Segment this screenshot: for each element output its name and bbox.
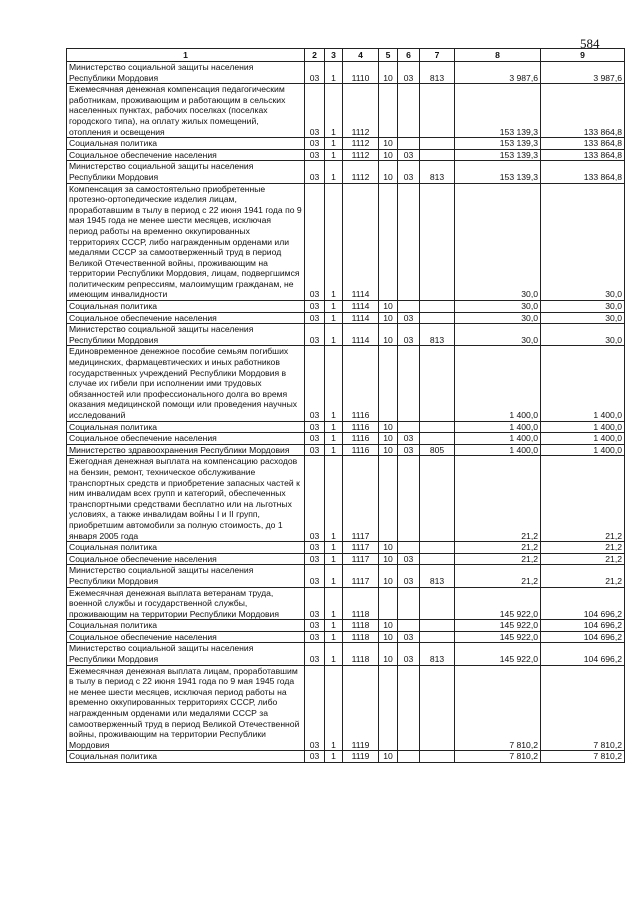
division-cell xyxy=(379,183,398,301)
ministry-code-cell xyxy=(420,620,455,632)
table-row xyxy=(67,553,625,565)
amount-col8-cell: 145 922,0 xyxy=(455,620,541,632)
subdivision-cell xyxy=(398,421,420,433)
subsection-cell: 1 xyxy=(325,665,343,751)
table-row xyxy=(67,587,625,620)
subdivision-cell xyxy=(398,620,420,632)
ministry-code-cell xyxy=(420,631,455,643)
subdivision-cell xyxy=(398,751,420,763)
subsection-cell: 1 xyxy=(325,84,343,138)
table-row xyxy=(67,665,625,751)
table-row xyxy=(67,149,625,161)
table-row xyxy=(67,456,625,542)
ministry-code-cell xyxy=(420,751,455,763)
table-row xyxy=(67,301,625,313)
ministry-code-cell xyxy=(420,421,455,433)
subsection-cell: 1 xyxy=(325,631,343,643)
ministry-code-cell xyxy=(420,138,455,150)
division-cell: 10 xyxy=(379,433,398,445)
amount-col8-cell: 153 139,3 xyxy=(455,138,541,150)
target-article-cell: 1118 xyxy=(343,587,379,620)
division-cell: 10 xyxy=(379,565,398,587)
target-article-cell: 1110 xyxy=(343,62,379,84)
section-cell: 03 xyxy=(305,433,325,445)
row-name-cell: Социальная политика xyxy=(67,542,305,554)
subdivision-cell: 03 xyxy=(398,312,420,324)
amount-col9-cell: 30,0 xyxy=(541,301,625,313)
subsection-cell: 1 xyxy=(325,433,343,445)
row-name-cell: Социальная политика xyxy=(67,138,305,150)
row-name-cell: Министерство социальной защиты населения Республики Мордовия xyxy=(67,62,305,84)
column-header-2: 2 xyxy=(305,49,325,62)
table-body xyxy=(67,62,625,763)
row-name-cell: Социальная политика xyxy=(67,751,305,763)
subdivision-cell: 03 xyxy=(398,324,420,346)
subdivision-cell: 03 xyxy=(398,433,420,445)
ministry-code-cell xyxy=(420,456,455,542)
subdivision-cell: 03 xyxy=(398,161,420,183)
subdivision-cell xyxy=(398,665,420,751)
row-name-cell: Социальное обеспечение населения xyxy=(67,553,305,565)
ministry-code-cell xyxy=(420,542,455,554)
amount-col9-cell: 1 400,0 xyxy=(541,433,625,445)
division-cell: 10 xyxy=(379,553,398,565)
amount-col9-cell: 30,0 xyxy=(541,324,625,346)
table-row xyxy=(67,138,625,150)
section-cell: 03 xyxy=(305,312,325,324)
target-article-cell: 1118 xyxy=(343,643,379,665)
row-name-cell: Социальное обеспечение населения xyxy=(67,149,305,161)
section-cell: 03 xyxy=(305,421,325,433)
row-name-cell: Министерство социальной защиты населения Республики Мордовия xyxy=(67,643,305,665)
amount-col8-cell: 1 400,0 xyxy=(455,421,541,433)
table-row xyxy=(67,62,625,84)
division-cell xyxy=(379,84,398,138)
row-name-cell: Министерство социальной защиты населения Республики Мордовия xyxy=(67,565,305,587)
target-article-cell: 1118 xyxy=(343,631,379,643)
subdivision-cell: 03 xyxy=(398,149,420,161)
target-article-cell: 1114 xyxy=(343,183,379,301)
row-name-cell: Социальная политика xyxy=(67,620,305,632)
amount-col9-cell: 7 810,2 xyxy=(541,751,625,763)
ministry-code-cell: 813 xyxy=(420,161,455,183)
division-cell: 10 xyxy=(379,62,398,84)
ministry-code-cell xyxy=(420,149,455,161)
row-name-cell: Социальная политика xyxy=(67,301,305,313)
section-cell: 03 xyxy=(305,542,325,554)
row-name-cell: Ежемесячная денежная компенсация педагогическим работникам, проживающим и работающим в сельских населенных пунктах, рабочих поселках (поселках городского типа), на оплату жилых помещений, отопления и освещения xyxy=(67,84,305,138)
target-article-cell: 1114 xyxy=(343,312,379,324)
section-cell: 03 xyxy=(305,631,325,643)
amount-col9-cell: 21,2 xyxy=(541,542,625,554)
amount-col8-cell: 145 922,0 xyxy=(455,643,541,665)
target-article-cell: 1112 xyxy=(343,161,379,183)
division-cell: 10 xyxy=(379,751,398,763)
section-cell: 03 xyxy=(305,346,325,421)
subsection-cell: 1 xyxy=(325,183,343,301)
amount-col8-cell: 3 987,6 xyxy=(455,62,541,84)
section-cell: 03 xyxy=(305,161,325,183)
division-cell xyxy=(379,456,398,542)
column-header-5: 5 xyxy=(379,49,398,62)
table-header-row xyxy=(67,49,625,62)
amount-col8-cell: 145 922,0 xyxy=(455,587,541,620)
row-name-cell: Социальное обеспечение населения xyxy=(67,631,305,643)
row-name-cell: Министерство здравоохранения Республики Мордовия xyxy=(67,444,305,456)
table-row xyxy=(67,565,625,587)
section-cell: 03 xyxy=(305,565,325,587)
table-row xyxy=(67,183,625,301)
subdivision-cell xyxy=(398,542,420,554)
division-cell: 10 xyxy=(379,149,398,161)
target-article-cell: 1118 xyxy=(343,620,379,632)
amount-col8-cell: 153 139,3 xyxy=(455,84,541,138)
subdivision-cell xyxy=(398,301,420,313)
column-header-6: 6 xyxy=(398,49,420,62)
row-name-cell: Министерство социальной защиты населения Республики Мордовия xyxy=(67,161,305,183)
subdivision-cell: 03 xyxy=(398,553,420,565)
amount-col8-cell: 1 400,0 xyxy=(455,346,541,421)
subsection-cell: 1 xyxy=(325,565,343,587)
section-cell: 03 xyxy=(305,149,325,161)
subsection-cell: 1 xyxy=(325,587,343,620)
amount-col9-cell: 1 400,0 xyxy=(541,346,625,421)
amount-col9-cell: 133 864,8 xyxy=(541,138,625,150)
column-header-8: 8 xyxy=(455,49,541,62)
row-name-cell: Ежегодная денежная выплата на компенсацию расходов на бензин, ремонт, техническое обслуживание транспортных средств и приобретение запасных частей к ним инвалидам всех групп и категорий, обеспеченных транспортными средствами бесплатно или на льготных условиях, а также инвалидам войны I и II групп, приобретшим автомобили за полную стоимость, до 1 января 2005 года xyxy=(67,456,305,542)
amount-col9-cell: 104 696,2 xyxy=(541,587,625,620)
column-header-3: 3 xyxy=(325,49,343,62)
section-cell: 03 xyxy=(305,444,325,456)
target-article-cell: 1116 xyxy=(343,346,379,421)
division-cell: 10 xyxy=(379,444,398,456)
amount-col8-cell: 1 400,0 xyxy=(455,433,541,445)
section-cell: 03 xyxy=(305,62,325,84)
amount-col8-cell: 30,0 xyxy=(455,312,541,324)
row-name-cell: Социальное обеспечение населения xyxy=(67,433,305,445)
subdivision-cell xyxy=(398,183,420,301)
section-cell: 03 xyxy=(305,751,325,763)
column-header-4: 4 xyxy=(343,49,379,62)
section-cell: 03 xyxy=(305,84,325,138)
table-row xyxy=(67,433,625,445)
section-cell: 03 xyxy=(305,183,325,301)
division-cell xyxy=(379,587,398,620)
division-cell: 10 xyxy=(379,421,398,433)
subsection-cell: 1 xyxy=(325,542,343,554)
ministry-code-cell xyxy=(420,346,455,421)
target-article-cell: 1117 xyxy=(343,553,379,565)
ministry-code-cell xyxy=(420,553,455,565)
subdivision-cell xyxy=(398,138,420,150)
section-cell: 03 xyxy=(305,665,325,751)
division-cell: 10 xyxy=(379,643,398,665)
subdivision-cell xyxy=(398,456,420,542)
section-cell: 03 xyxy=(305,620,325,632)
ministry-code-cell: 813 xyxy=(420,565,455,587)
amount-col8-cell: 1 400,0 xyxy=(455,444,541,456)
amount-col8-cell: 21,2 xyxy=(455,565,541,587)
subdivision-cell: 03 xyxy=(398,62,420,84)
subsection-cell: 1 xyxy=(325,421,343,433)
table-row xyxy=(67,346,625,421)
row-name-cell: Компенсация за самостоятельно приобретенные протезно-ортопедические изделия лицам, проработавшим в тылу в период с 22 июня 1941 года по 9 мая 1945 года не менее шести месяцев, исключая период работы на временно оккупированных территориях СССР, либо награжденным орденами или медалями СССР за самоотверженный труд в период Великой Отечественной войны, проживающим на территории Республики Мордовия, лицам, подвергшимся политическим репрессиям, малоимущим гражданам, не имеющим инвалидности xyxy=(67,183,305,301)
amount-col9-cell: 133 864,8 xyxy=(541,84,625,138)
ministry-code-cell xyxy=(420,183,455,301)
amount-col8-cell: 145 922,0 xyxy=(455,631,541,643)
amount-col8-cell: 30,0 xyxy=(455,183,541,301)
section-cell: 03 xyxy=(305,643,325,665)
target-article-cell: 1117 xyxy=(343,456,379,542)
division-cell xyxy=(379,665,398,751)
table-row xyxy=(67,84,625,138)
amount-col9-cell: 7 810,2 xyxy=(541,665,625,751)
amount-col9-cell: 30,0 xyxy=(541,183,625,301)
subsection-cell: 1 xyxy=(325,324,343,346)
target-article-cell: 1116 xyxy=(343,421,379,433)
subsection-cell: 1 xyxy=(325,444,343,456)
amount-col8-cell: 153 139,3 xyxy=(455,161,541,183)
subsection-cell: 1 xyxy=(325,553,343,565)
row-name-cell: Единовременное денежное пособие семьям погибших медицинских, фармацевтических и иных работников государственных учреждений Республики Мордовия в случае их гибели при исполнении ими трудовых обязанностей или профессионального долга во время оказания медицинской помощи или проведения научных исследований xyxy=(67,346,305,421)
target-article-cell: 1117 xyxy=(343,542,379,554)
amount-col9-cell: 104 696,2 xyxy=(541,631,625,643)
page-number: 584 xyxy=(580,36,600,51)
ministry-code-cell: 813 xyxy=(420,62,455,84)
division-cell: 10 xyxy=(379,312,398,324)
target-article-cell: 1112 xyxy=(343,138,379,150)
division-cell: 10 xyxy=(379,161,398,183)
table-row xyxy=(67,421,625,433)
section-cell: 03 xyxy=(305,553,325,565)
row-name-cell: Ежемесячная денежная выплата ветеранам труда, военной службы и государственной службы, проживающим на территории Республики Мордовия xyxy=(67,587,305,620)
table-row xyxy=(67,324,625,346)
table-row xyxy=(67,542,625,554)
ministry-code-cell xyxy=(420,84,455,138)
ministry-code-cell: 805 xyxy=(420,444,455,456)
target-article-cell: 1112 xyxy=(343,84,379,138)
target-article-cell: 1119 xyxy=(343,665,379,751)
amount-col9-cell: 104 696,2 xyxy=(541,643,625,665)
column-header-9: 9 xyxy=(541,49,625,62)
table-row xyxy=(67,751,625,763)
ministry-code-cell xyxy=(420,301,455,313)
amount-col8-cell: 153 139,3 xyxy=(455,149,541,161)
column-header-1: 1 xyxy=(67,49,305,62)
ministry-code-cell xyxy=(420,665,455,751)
amount-col8-cell: 21,2 xyxy=(455,456,541,542)
table-row xyxy=(67,312,625,324)
row-name-cell: Социальное обеспечение населения xyxy=(67,312,305,324)
ministry-code-cell xyxy=(420,587,455,620)
amount-col9-cell: 3 987,6 xyxy=(541,62,625,84)
subdivision-cell: 03 xyxy=(398,565,420,587)
division-cell: 10 xyxy=(379,631,398,643)
table-row xyxy=(67,620,625,632)
amount-col8-cell: 30,0 xyxy=(455,301,541,313)
table-row xyxy=(67,444,625,456)
amount-col9-cell: 30,0 xyxy=(541,312,625,324)
ministry-code-cell xyxy=(420,312,455,324)
subsection-cell: 1 xyxy=(325,346,343,421)
subdivision-cell xyxy=(398,346,420,421)
amount-col8-cell: 21,2 xyxy=(455,553,541,565)
amount-col9-cell: 1 400,0 xyxy=(541,444,625,456)
subdivision-cell: 03 xyxy=(398,444,420,456)
subdivision-cell: 03 xyxy=(398,631,420,643)
ministry-code-cell: 813 xyxy=(420,324,455,346)
row-name-cell: Ежемесячная денежная выплата лицам, проработавшим в тылу в период с 22 июня 1941 года по 9 мая 1945 года не менее шести месяцев, исключая период работы на временно оккупированных территориях СССР, либо награжденным орденами или медалями СССР за самоотверженный труд в период Великой Отечественной войны, проживающим на территории Республики Мордовия xyxy=(67,665,305,751)
target-article-cell: 1117 xyxy=(343,565,379,587)
section-cell: 03 xyxy=(305,324,325,346)
subsection-cell: 1 xyxy=(325,149,343,161)
amount-col9-cell: 104 696,2 xyxy=(541,620,625,632)
amount-col9-cell: 133 864,8 xyxy=(541,149,625,161)
amount-col9-cell: 133 864,8 xyxy=(541,161,625,183)
row-name-cell: Министерство социальной защиты населения Республики Мордовия xyxy=(67,324,305,346)
subsection-cell: 1 xyxy=(325,138,343,150)
division-cell: 10 xyxy=(379,324,398,346)
section-cell: 03 xyxy=(305,301,325,313)
subsection-cell: 1 xyxy=(325,456,343,542)
subsection-cell: 1 xyxy=(325,751,343,763)
amount-col9-cell: 21,2 xyxy=(541,456,625,542)
division-cell: 10 xyxy=(379,138,398,150)
budget-table xyxy=(66,48,625,763)
subsection-cell: 1 xyxy=(325,643,343,665)
target-article-cell: 1114 xyxy=(343,324,379,346)
ministry-code-cell xyxy=(420,433,455,445)
amount-col8-cell: 7 810,2 xyxy=(455,665,541,751)
subsection-cell: 1 xyxy=(325,161,343,183)
section-cell: 03 xyxy=(305,456,325,542)
division-cell: 10 xyxy=(379,301,398,313)
row-name-cell: Социальная политика xyxy=(67,421,305,433)
subsection-cell: 1 xyxy=(325,301,343,313)
table-row xyxy=(67,643,625,665)
table-row xyxy=(67,161,625,183)
target-article-cell: 1119 xyxy=(343,751,379,763)
target-article-cell: 1116 xyxy=(343,433,379,445)
target-article-cell: 1114 xyxy=(343,301,379,313)
amount-col9-cell: 21,2 xyxy=(541,553,625,565)
amount-col8-cell: 21,2 xyxy=(455,542,541,554)
target-article-cell: 1116 xyxy=(343,444,379,456)
section-cell: 03 xyxy=(305,138,325,150)
amount-col9-cell: 1 400,0 xyxy=(541,421,625,433)
table-row xyxy=(67,631,625,643)
subsection-cell: 1 xyxy=(325,62,343,84)
subsection-cell: 1 xyxy=(325,312,343,324)
amount-col8-cell: 7 810,2 xyxy=(455,751,541,763)
amount-col9-cell: 21,2 xyxy=(541,565,625,587)
target-article-cell: 1112 xyxy=(343,149,379,161)
amount-col8-cell: 30,0 xyxy=(455,324,541,346)
column-header-7: 7 xyxy=(420,49,455,62)
subdivision-cell xyxy=(398,587,420,620)
division-cell: 10 xyxy=(379,620,398,632)
division-cell: 10 xyxy=(379,542,398,554)
division-cell xyxy=(379,346,398,421)
section-cell: 03 xyxy=(305,587,325,620)
subsection-cell: 1 xyxy=(325,620,343,632)
subdivision-cell: 03 xyxy=(398,643,420,665)
ministry-code-cell: 813 xyxy=(420,643,455,665)
subdivision-cell xyxy=(398,84,420,138)
